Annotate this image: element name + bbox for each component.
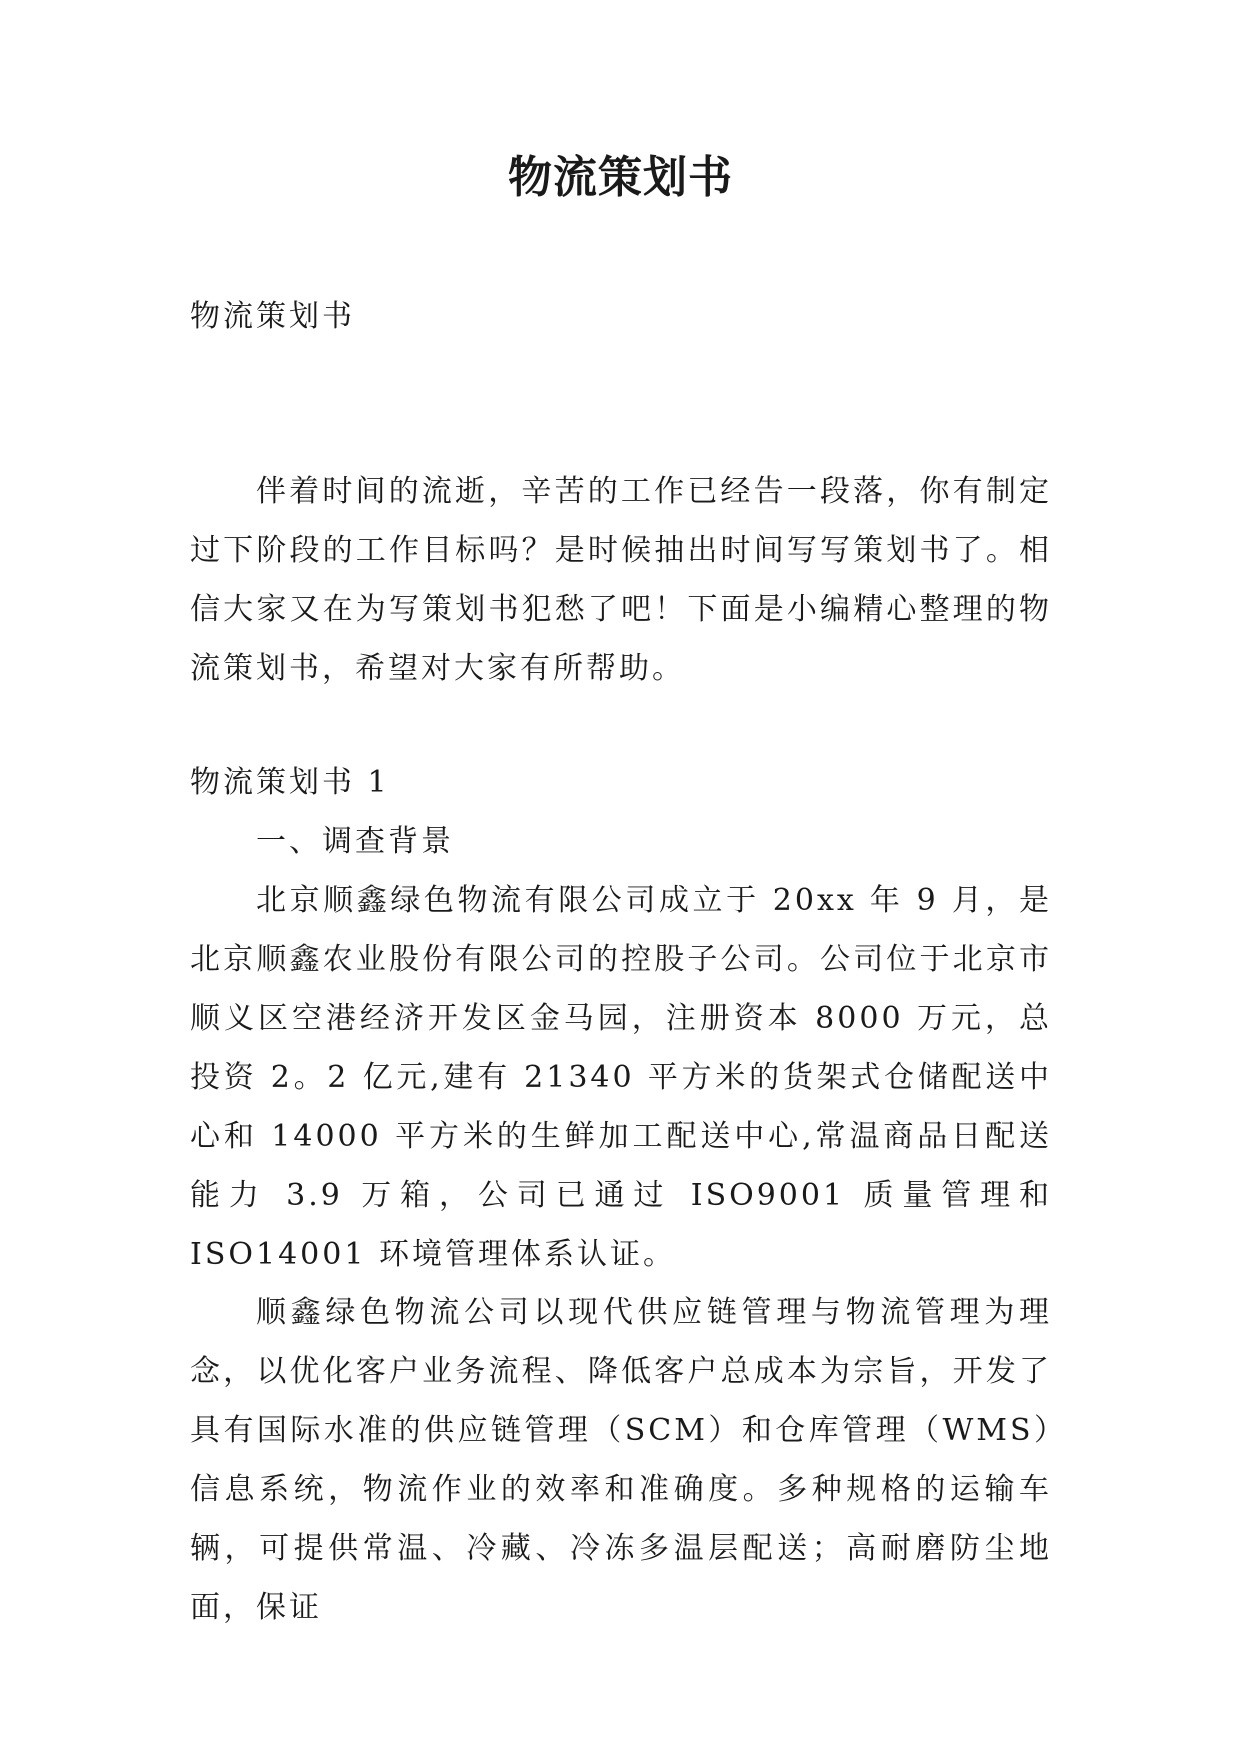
- body-paragraph: 顺鑫绿色物流公司以现代供应链管理与物流管理为理念，以优化客户业务流程、降低客户总成本为宗旨，开发了具有国际水准的供应链管理（SCM）和仓库管理（WMS）信息系统，物流作业的效率和准确度。多种规格的运输车辆，可提供常温、冷藏、冷冻多温层配送；高耐磨防尘地面，保证: [190, 1295, 1052, 1625]
- document-subtitle: 物流策划书: [190, 299, 355, 334]
- intro-paragraph: 伴着时间的流逝，辛苦的工作已经告一段落，你有制定过下阶段的工作目标吗？是时候抽出时间写写策划书了。相信大家又在为写策划书犯愁了吧！下面是小编精心整理的物流策划书，希望对大家有所帮助。: [190, 474, 1052, 686]
- document-title: 物流策划书: [508, 152, 733, 203]
- body-paragraph: 北京顺鑫绿色物流有限公司成立于 20xx 年 9 月，是北京顺鑫农业股份有限公司的控股子公司。公司位于北京市顺义区空港经济开发区金马园，注册资本 8000 万元，总投资 2。2 亿元,建有 21340 平方米的货架式仓储配送中心和 14000 平方米的生鲜加工配送中心,常温商品日配送能力 3.9 万箱，公司已通过 ISO9001 质量管理和 ISO14001 环境管理体系认证。: [190, 883, 1052, 1272]
- section-heading: 一、调查背景: [256, 824, 454, 859]
- section-title: 物流策划书 1: [190, 765, 390, 800]
